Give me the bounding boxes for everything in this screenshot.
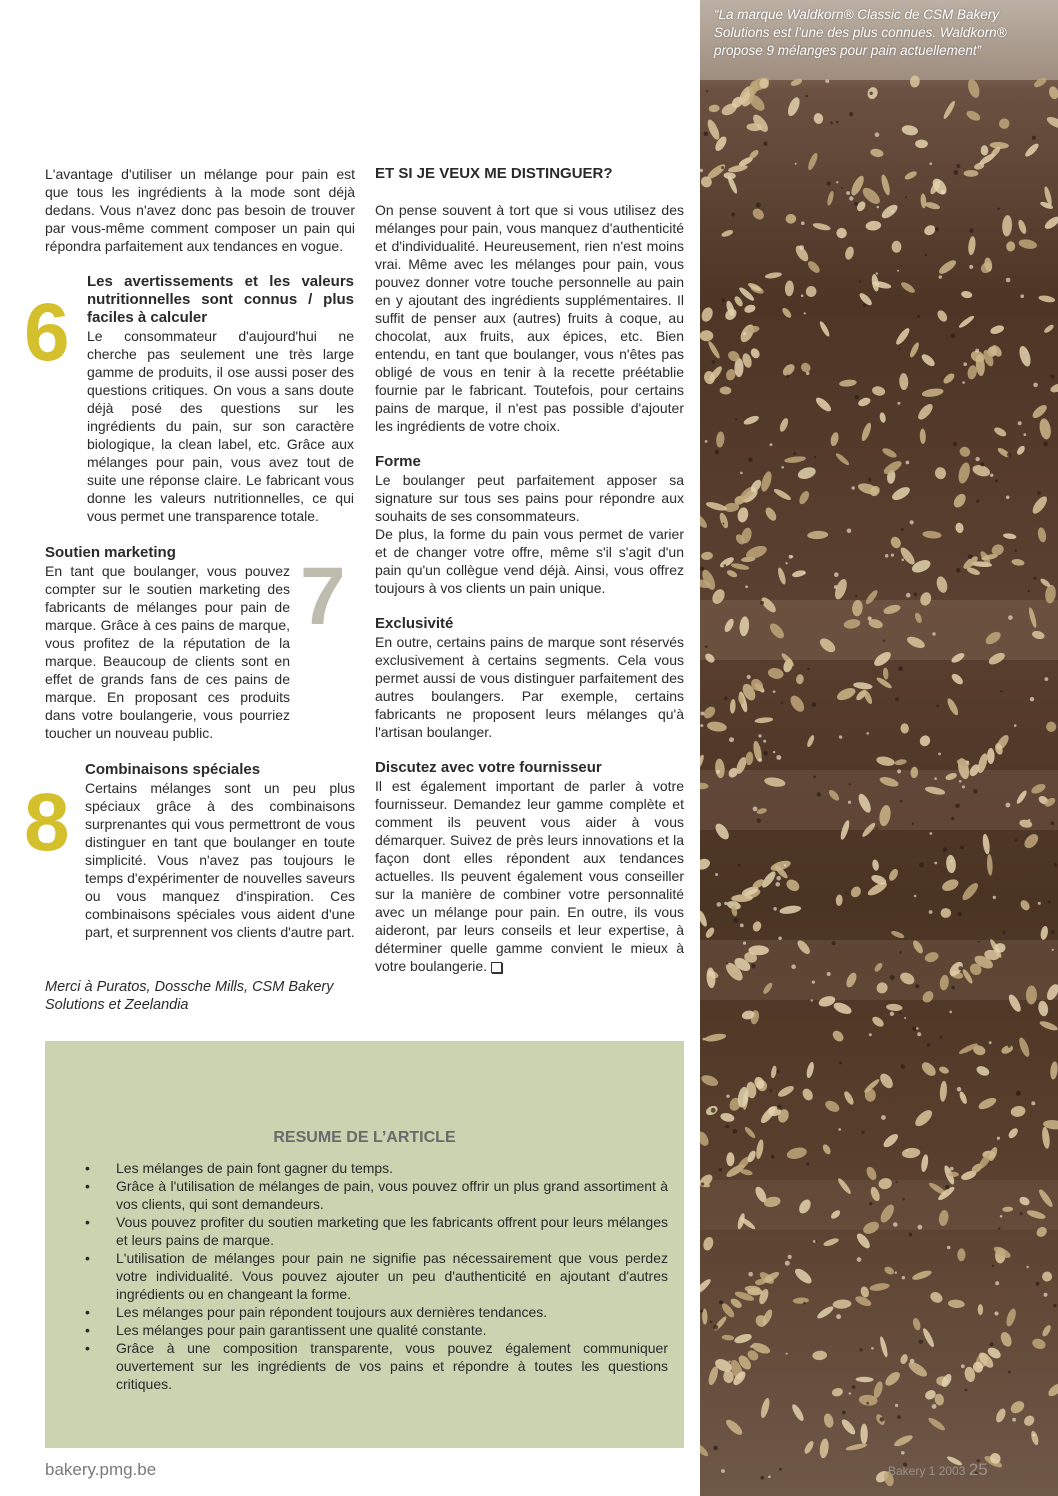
- summary-item: • Les mélanges pour pain répondent toujours aux dernières tendances.: [85, 1303, 668, 1321]
- section-8: [85, 761, 355, 941]
- section-8-body: Certains mélanges sont un peu plus spéciaux grâce à des combinaisons surprenantes qui vous permettront de vous distinguer en tant que boulanger en toute simplicité. Vous n'avez pas toujours le temps d'expérimenter de nouvelles saveurs ou vous manquez d'inspiration. Ces combinaisons spéciales vous aident d'une part, et surprennent vos clients d'autre part.: [85, 780, 355, 940]
- fournisseur-title: Discutez avec votre fournisseur: [375, 759, 602, 776]
- photo-caption: “La marque Waldkorn® Classic de CSM Bakery Solutions est l’une des plus connues. Waldkorn® propose 9 mélanges pour pain actuellement”: [714, 7, 1007, 58]
- thanks-note: Merci à Puratos, Dossche Mills, CSM Bakery Solutions et Zeelandia: [45, 979, 334, 1013]
- section-6-title: Les avertissements et les valeurs nutritionnelles sont connus / plus faciles à calculer: [87, 273, 354, 326]
- distinguer-title: ET SI JE VEUX ME DISTINGUER?: [375, 165, 613, 182]
- section-7: [45, 544, 290, 742]
- fournisseur-body: [375, 777, 684, 975]
- summary-item: • L'utilisation de mélanges pour pain ne signifie pas nécessairement que vous perdez votre individualité. Vous pouvez ajouter un peu d'authenticité en ajoutant d'autres ingrédients ou en changeant la forme.: [85, 1249, 668, 1303]
- forme-body-1: Le boulanger peut parfaitement apposer sa signature sur tous ses pains pour répondre aux souhaits de ses consommateurs.: [375, 472, 684, 524]
- right-column: [375, 165, 684, 975]
- section-7-body: En tant que boulanger, vous pouvez compter sur le soutien marketing des fabricants de mélanges pour pain de marque. Grâce à ces pains de marque, vous profitez de la réputation de la marque. Beaucoup de clients sont en effet de grands fans de ces pains de marque. En proposant ces produits dans votre boulangerie, vous pourriez toucher un nouveau public.: [45, 563, 290, 741]
- summary-item: • Grâce à une composition transparente, vous pouvez également communiquer ouvertement sur les ingrédients de vos pains et répondre à toutes les questions critiques.: [85, 1339, 668, 1393]
- section-number-6: 6: [24, 287, 70, 378]
- intro-paragraph: [45, 165, 355, 255]
- section-6: [87, 273, 354, 525]
- section-7-title: Soutien marketing: [45, 544, 176, 561]
- summary-list: [85, 1159, 668, 1393]
- fournisseur-text: Il est également important de parler à votre fournisseur. Demandez leur gamme complète et comment ils peuvent vous aider à vous démarquer. Suivez de près leurs innovations et la façon dont elles répondent aux tendances actuelles. Ils peuvent également vous conseiller sur la manière de combiner votre personnalité avec un mélange pour pain. En outre, ils vous aideront, par leurs conseils et leur expertise, à déterminer quelle gamme convient le mieux à votre boulangerie.: [375, 778, 684, 974]
- summary-item: • Vous pouvez profiter du soutien marketing que les fabricants offrent pour leurs mélanges et leurs pains de marque.: [85, 1213, 668, 1249]
- section-number-8: 8: [24, 777, 70, 868]
- summary-item: • Grâce à l'utilisation de mélanges de pain, vous pouvez offrir un plus grand assortiment à vos clients, qui sont demandeurs.: [85, 1177, 668, 1213]
- section-6-body: Le consommateur d'aujourd'hui ne cherche pas seulement une très large gamme de produits, il ose aussi poser des questions critiques. On vous a sans doute déjà posé des questions sur les ingrédients du pain, sur son caractère biologique, la clean label, etc. Grâce aux mélanges pour pain, vous avez tout de suite une réponse claire. Le fabricant vous donne les valeurs nutritionnelles, ce qui vous permet une transparence totale.: [87, 328, 354, 524]
- footer-url: bakery.pmg.be: [45, 1460, 157, 1479]
- summary-item: • Les mélanges de pain font gagner du temps.: [85, 1159, 668, 1177]
- bread-photo: [700, 0, 1058, 1496]
- summary-title: RESUME DE L’ARTICLE: [273, 1129, 456, 1146]
- page-number: 25: [968, 1460, 988, 1479]
- exclusivite-body: En outre, certains pains de marque sont réservés exclusivement à certains segments. Cela vous permet aussi de vous distinguer parfaitement des autres boulangers. Par exemple, certains fabricants ne proposent leurs mélanges qu'à l'artisan boulanger.: [375, 634, 684, 740]
- summary-box: [45, 1041, 684, 1448]
- section-8-title: Combinaisons spéciales: [85, 761, 261, 778]
- exclusivite-title: Exclusivité: [375, 615, 454, 632]
- forme-title: Forme: [375, 453, 421, 470]
- summary-item: • Les mélanges pour pain garantissent une qualité constante.: [85, 1321, 668, 1339]
- end-of-article-icon: [491, 962, 502, 973]
- distinguer-body: On pense souvent à tort que si vous utilisez des mélanges pour pain, vous manquez d'authenticité et d'individualité. Heureusement, rien n'est moins vrai. Même avec les mélanges pour pain, vous pouvez donner votre touche personnelle au pain en y ajoutant des ingrédients supplémentaires. Il suffit de penser aux (autres) fruits à coque, au chocolat, aux fruits, aux épices, etc. Bien entendu, en tant que boulanger, vous n'êtes pas obligé de vous en tenir à la recette préétablie fournie par le fabricant. Toutefois, pour certains pains de marque, il n'est pas possible d'ajouter les ingrédients de votre choix.: [375, 202, 684, 434]
- issue-label: Bakery 1 2003: [888, 1464, 966, 1478]
- footer-page-info: [888, 1460, 988, 1480]
- forme-body-2: De plus, la forme du pain vous permet de varier et de changer votre offre, même s'il s'agit d'un pain qu'un collègue vend déjà. Ainsi, vous offrez toujours à vos clients un pain unique.: [375, 526, 684, 596]
- bread-texture: [700, 0, 1058, 1496]
- intro-text: L'avantage d'utiliser un mélange pour pain est que tous les ingrédients à la mode sont déjà dedans. Vous n'avez donc pas besoin de trouver par vous-même comment composer un pain qui répondra parfaitement aux tendances en vogue.: [45, 166, 355, 254]
- section-number-7: 7: [300, 551, 346, 642]
